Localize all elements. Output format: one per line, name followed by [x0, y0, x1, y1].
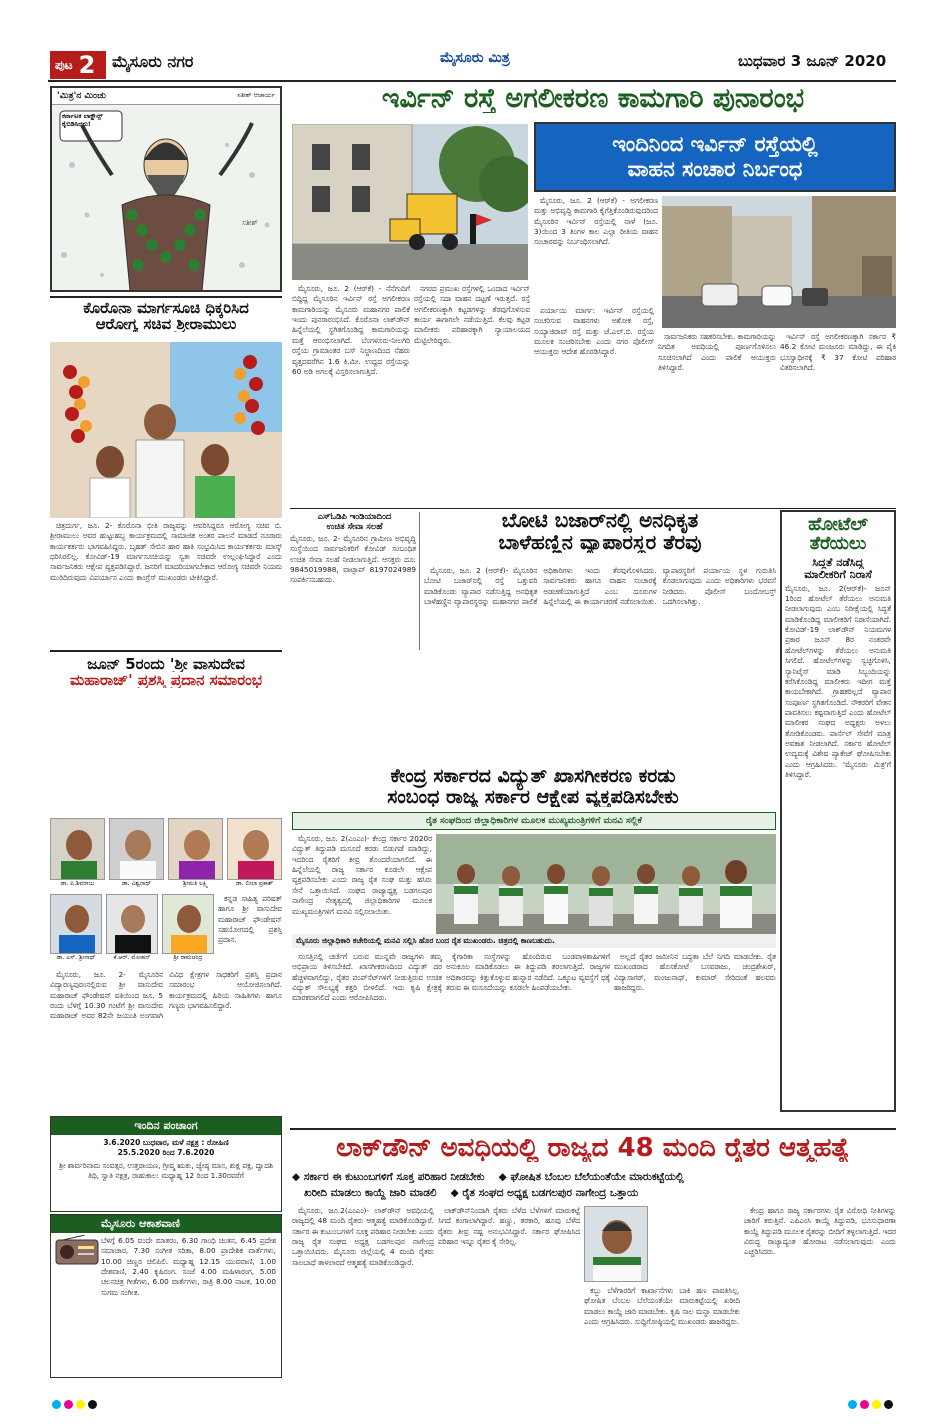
- power-photo: [436, 834, 776, 946]
- registration-mark-cyan-right: [848, 1400, 857, 1409]
- panchanga-line1: 3.6.2020 ಬುಧವಾರ, ಮಳೆ ನಕ್ಷತ್ರ : ರೋಹಿಣಿ: [103, 1138, 229, 1147]
- portrait-2: [109, 818, 164, 880]
- radio-box: [50, 1214, 282, 1378]
- badagalapura-photo: [584, 1206, 648, 1282]
- portrait-5: [50, 894, 102, 954]
- portrait-name-7: ಶ್ರೀ ರಾಮಚಂದ್ರ: [173, 954, 203, 961]
- suicide-col-3: ಕಬ್ಬು ಬೆಳೆಗಾರರಿಗೆ ಕಾರ್ಖಾನೆಗಳು ಬಾಕಿ ಹಣ ಪಾವತಿಸಿಲ್ಲ. ಘೋಷಿತ ಬೆಂಬಲ ಬೆಲೆಯಂತೆಯೇ ಮಾರುಕಟ್ಟೆಯಲ್ಲಿ ಖರೀದಿ ಮಾಡಲು ಕಾಯ್ದೆ ಜಾರಿ ಮಾಡಬೇಕು. ಕೃಷಿ ಸಾಲ ಮನ್ನಾ ಮಾಡಬೇಕು ಎಂದು ಆಗ್ರಹಿಸಿದರು. ಸುದ್ದಿಗೋಷ್ಠಿಯಲ್ಲಿ ಮುಖಂಡರು ಹಾಜರಿದ್ದರು.: [584, 1286, 740, 1327]
- suicide-col-2: ಲಾಕ್‌ಡೌನ್‌ನಿಂದಾಗಿ ರೈತರು ಬೆಳೆದ ಬೆಳೆಗಳಿಗೆ ಮಾರುಕಟ್ಟೆ ಸಿಗದೆ ಕಂಗಾಲಾಗಿದ್ದಾರೆ. ಹಣ್ಣು, ತರಕಾರಿ, ಹೂವು ಬೆಳೆದ ರೈತರು ತೀವ್ರ ನಷ್ಟ ಅನುಭವಿಸಿದ್ದಾರೆ. ಸರ್ಕಾರ ಘೋಷಿಸಿದ ಪರಿಹಾರ ಇನ್ನೂ ರೈತರ ಕೈ ಸೇರಿಲ್ಲ.: [438, 1206, 580, 1247]
- radio-icon: [55, 1235, 99, 1265]
- suicide-bullet-1: ◆ ಸರ್ಕಾರ ಈ ಕುಟುಂಬಗಳಿಗೆ ಸೂಕ್ತ ಪರಿಹಾರ ನೀಡಬೇಕು: [292, 1171, 485, 1183]
- power-headline-line1: ಕೇಂದ್ರ ಸರ್ಕಾರದ ವಿದ್ಯುತ್ ಖಾಸಗೀಕರಣ ಕರಡು: [390, 766, 676, 787]
- award-portraits-row1: [50, 818, 282, 892]
- suicide-headline: ಲಾಕ್‌ಡೌನ್ ಅವಧಿಯಲ್ಲಿ ರಾಜ್ಯದ 48 ಮಂದಿ ರೈತರ ಆತ್ಮಹತ್ಯೆ: [336, 1134, 850, 1163]
- award-portraits-row2: [50, 894, 214, 966]
- lead-col-6: ಇರ್ವಿನ್ ರಸ್ತೆ ಅಗಲೀಕರಣಕ್ಕಾಗಿ ಸರ್ಕಾರ ₹ 46.2 ಕೋಟಿ ಮಂಜೂರು ಮಾಡಿದ್ದು, ಈ ಪೈಕಿ ಭೂಸ್ವಾಧೀನಕ್ಕೆ ₹ 37 ಕೋಟಿ ಪರಿಹಾರ ವಿತರಿಸಲಾಗಿದೆ.: [780, 332, 896, 373]
- suicide-bullet-2: ◆ ಘೋಷಿತ ಬೆಂಬಲ ಬೆಲೆಯಂತೆಯೇ ಮಾರುಕಟ್ಟೆಯಲ್ಲಿ: [498, 1171, 684, 1183]
- suicide-bullet-3: ಖರೀದಿ ಮಾಡಲು ಕಾಯ್ದೆ ಜಾರಿ ಮಾಡಲಿ: [304, 1186, 437, 1199]
- hotel-box: [780, 510, 896, 1112]
- hotel-sub-line2: ಮಾಲೀಕರಿಗೆ ನಿರಾಸೆ: [804, 568, 872, 581]
- power-col-1: ಮೈಸೂರು, ಜೂ. 2(ಎಂಎಂ)- ಕೇಂದ್ರ ಸರ್ಕಾರ 2020ರ ವಿದ್ಯುತ್ ತಿದ್ದುಪಡಿ ಮಸೂದೆ ಕರಡು ಬಿಡುಗಡೆ ಮಾಡಿದ್ದು, ಇದರಿಂದ ರೈತರಿಗೆ ತೀವ್ರ ತೊಂದರೆಯಾಗಲಿದೆ. ಈ ಹಿನ್ನೆಲೆಯಲ್ಲಿ ರಾಜ್ಯ ಸರ್ಕಾರ ಕೂಡಲೇ ಆಕ್ಷೇಪ ವ್ಯಕ್ತಪಡಿಸಬೇಕು ಎಂದು ರಾಜ್ಯ ರೈತ ಸಂಘ ಮತ್ತು ಹಸಿರು ಸೇನೆ ಒತ್ತಾಯಿಸಿದೆ. ಸಂಘದ ರಾಜ್ಯಾಧ್ಯಕ್ಷ ಬಡಗಲಪುರ ನಾಗೇಂದ್ರ ನೇತೃತ್ವದಲ್ಲಿ ಜಿಲ್ಲಾಧಿಕಾರಿಗಳ ಮೂಲಕ ಮುಖ್ಯಮಂತ್ರಿಗಳಿಗೆ ಮನವಿ ಸಲ್ಲಿಸಲಾಯಿತು.: [292, 834, 432, 916]
- odp-title-line1: ಎಸ್‌ಓಡಿಪಿ ಇಂಡಿಯಾದಿಂದ: [317, 512, 392, 522]
- portrait-name-2: ಡಾ. ವಿಶ್ವನಾಥ್: [121, 880, 152, 887]
- award-side-text: ಕನ್ನಡ ಸಾಹಿತ್ಯ ಪರಿಷತ್ ಹಾಗೂ ಶ್ರೀ ವಾಸುದೇವ ಮಹಾರಾಜ್ ಫೌಂಡೇಷನ್ ಸಹಯೋಗದಲ್ಲಿ ಪ್ರಶಸ್ತಿ ಪ್ರದಾನ.: [218, 894, 282, 945]
- award-body: ಮೈಸೂರು, ಜೂ. 2- ಮೈಸೂರಿನ ವಿದ್ಯಾರಣ್ಯಪುರಂನಲ್ಲಿರುವ ಶ್ರೀ ವಾಸುದೇವ ಮಹಾರಾಜ್ ಫೌಂಡೇಷನ್ ವತಿಯಿಂದ ಜೂ. 5 ರಂದು ಬೆಳಿಗ್ಗೆ 10.30 ಗಂಟೆಗೆ ಶ್ರೀ ವಾಸುದೇವ ಮಹಾರಾಜ್ ಅವರ 82ನೇ ಜಯಂತಿ ಅಂಗವಾಗಿ ವಿವಿಧ ಕ್ಷೇತ್ರಗಳ ಸಾಧಕರಿಗೆ ಪ್ರಶಸ್ತಿ ಪ್ರದಾನ ಸಮಾರಂಭ ಆಯೋಜಿಸಲಾಗಿದೆ. ಕಾರ್ಯಕ್ರಮದಲ್ಲಿ ಹಿರಿಯ ಸಾಹಿತಿಗಳು ಹಾಗೂ ಗಣ್ಯರು ಭಾಗವಹಿಸಲಿದ್ದಾರೆ.: [50, 970, 282, 1021]
- banana-headline-line2: ಬಾಳೆಹಣ್ಣಿನ ವ್ಯಾಪಾರಸ್ಥರ ತೆರವು: [498, 529, 702, 554]
- portrait-name-5: ಡಾ. ಎಸ್. ಶ್ರೀನಾಥ್: [56, 954, 96, 961]
- registration-mark-black-right: [884, 1400, 893, 1409]
- sriramulu-photo: [50, 342, 282, 518]
- portrait-7: [162, 894, 214, 954]
- sriramulu-headline-line2: ಆರೋಗ್ಯ ಸಚಿವ ಶ್ರೀರಾಮುಲು: [95, 315, 237, 333]
- registration-mark-magenta-right: [860, 1400, 869, 1409]
- cartoon-title: 'ಮಿತ್ರ'ನ ಮಿಂಚು: [57, 91, 107, 101]
- lead-headline: ಇರ್ವಿನ್ ರಸ್ತೆ ಅಗಲೀಕರಣ ಕಾಮಗಾರಿ ಪುನಾರಂಭ: [381, 84, 805, 114]
- portrait-3: [168, 818, 223, 880]
- banana-body: ಮೈಸೂರು, ಜೂ. 2 (ಆರ್‌ಕೆ)- ಮೈಸೂರಿನ ಬೋಟಿ ಬಜಾರ್‌ನಲ್ಲಿ ರಸ್ತೆ ಒತ್ತುವರಿ ಮಾಡಿಕೊಂಡು ವ್ಯಾಪಾರ ನಡೆಸುತ್ತಿದ್ದ ಅನಧಿಕೃತ ಬಾಳೆಹಣ್ಣಿನ ವ್ಯಾಪಾರಸ್ಥರನ್ನು ಮಹಾನಗರ ಪಾಲಿಕೆ ಅಧಿಕಾರಿಗಳು ಇಂದು ತೆರವುಗೊಳಿಸಿದರು. ಸಾರ್ವಜನಿಕರು ಹಾಗೂ ವಾಹನ ಸಂಚಾರಕ್ಕೆ ಅಡಚಣೆಯಾಗುತ್ತಿದೆ ಎಂಬ ದೂರುಗಳ ಹಿನ್ನೆಲೆಯಲ್ಲಿ ಈ ಕಾರ್ಯಾಚರಣೆ ನಡೆಸಲಾಯಿತು. ವ್ಯಾಪಾರಸ್ಥರಿಗೆ ಪರ್ಯಾಯ ಸ್ಥಳ ಗುರುತಿಸಿ ಕೊಡಲಾಗುವುದು ಎಂದು ಅಧಿಕಾರಿಗಳು ಭರವಸೆ ನೀಡಿದರು. ಪೊಲೀಸ್ ಬಂದೋಬಸ್ತ್ ಒದಗಿಸಲಾಗಿತ್ತು.: [424, 566, 776, 607]
- power-col-4: ಅಲ್ಲದೆ ರೈತರ ಜಮೀನಿನ ಬದ್ಧತಾ ಬೆಲೆ ನಿಗದಿ ಮಾಡಬೇಕು. ರೈತ ಮುಖಂಡರಾದ ಹೊಸಕೋಟೆ ಬಸವರಾಜು, ಚಂದ್ರಶೇಖರ್, ವಿದ್ಯಾಸಾಗರ್, ಮಂಜುನಾಥ್, ಕುಮಾರ್ ಸೇರಿದಂತೆ ಹಲವರು ಹಾಜರಿದ್ದರು.: [614, 952, 776, 993]
- suicide-top-rule: [290, 1128, 896, 1130]
- registration-mark-yellow-right: [872, 1400, 881, 1409]
- lead-col-1: ಮೈಸೂರು, ಜೂ. 2 (ಆರ್‌ಕೆ) - ನೆನೆಗುದಿಗೆ ಬಿದ್ದಿದ್ದ ಮೈಸೂರಿನ ಇರ್ವಿನ್ ರಸ್ತೆ ಅಗಲೀಕರಣ ಕಾಮಗಾರಿಯನ್ನು ಮೈಸೂರು ಮಹಾನಗರ ಪಾಲಿಕೆ ಇಂದು ಪುನರಾರಂಭಿಸಿದೆ. ಕೊರೊನಾ ಲಾಕ್‌ಡೌನ್ ಹಿನ್ನೆಲೆಯಲ್ಲಿ ಸ್ಥಗಿತಗೊಂಡಿದ್ದ ಕಾಮಗಾರಿಯನ್ನು ಮತ್ತೆ ಆರಂಭಿಸಲಾಗಿದೆ. ಬೆಂಗಳೂರು-ನೀಲಗಿರಿ ರಸ್ತೆಯ ಗ್ರಾಮಾಂತರ ಬಸ್ ನಿಲ್ದಾಣದಿಂದ ನೆಹರು ವೃತ್ತದವರೆಗಿನ 1.6 ಕಿ.ಮೀ. ಉದ್ದದ ರಸ್ತೆಯನ್ನು 60 ಅಡಿ ಅಗಲಕ್ಕೆ ವಿಸ್ತರಿಸಲಾಗುತ್ತಿದೆ.: [292, 284, 410, 376]
- lead-col-2: ನಗರದ ಪ್ರಮುಖ ರಸ್ತೆಗಳಲ್ಲಿ ಒಂದಾದ ಇರ್ವಿನ್ ರಸ್ತೆಯಲ್ಲಿ ಸದಾ ವಾಹನ ದಟ್ಟಣೆ ಇರುತ್ತದೆ. ರಸ್ತೆ ಅಗಲೀಕರಣಕ್ಕಾಗಿ ಕಟ್ಟಡಗಳನ್ನು ತೆರವುಗೊಳಿಸುವ ಕಾರ್ಯ ಈಗಾಗಲೇ ನಡೆಯುತ್ತಿದೆ. ಕೆಲವು ಕಟ್ಟಡ ಮಾಲೀಕರು ಪರಿಹಾರಕ್ಕಾಗಿ ನ್ಯಾಯಾಲಯದ ಮೆಟ್ಟಿಲೇರಿದ್ದರು.: [414, 284, 530, 345]
- hotel-body: ಮೈಸೂರು, ಜೂ. 2(ಆರ್‌ಕೆ)- ಜೂನ್ 1ರಿಂದ ಹೋಟೆಲ್ ತೆರೆಯಲು ಅನುಮತಿ ನೀಡಲಾಗುವುದು ಎಂಬ ನಿರೀಕ್ಷೆಯಲ್ಲಿ ಸಿದ್ಧತೆ ಮಾಡಿಕೊಂಡಿದ್ದ ಮಾಲೀಕರಿಗೆ ನಿರಾಸೆಯಾಗಿದೆ. ಕೋವಿಡ್-19 ಲಾಕ್‌ಡೌನ್ ನಿಯಮಗಳ ಪ್ರಕಾರ ಜೂನ್ 8ರ ನಂತರವೇ ಹೋಟೆಲ್‌ಗಳನ್ನು ತೆರೆಯಲು ಅನುಮತಿ ಸಿಗಲಿದೆ. ಹೋಟೆಲ್‌ಗಳನ್ನು ಸ್ವಚ್ಛಗೊಳಿಸಿ, ಸ್ಯಾನಿಟೈಸ್ ಮಾಡಿ ಸಿಬ್ಬಂದಿಯನ್ನು ಕರೆಸಿಕೊಂಡಿದ್ದ ಮಾಲೀಕರು ಇದೀಗ ಮತ್ತೆ ಕಾಯಬೇಕಾಗಿದೆ. ಗ್ರಾಹಕರಿಲ್ಲದೆ ವ್ಯಾಪಾರ ಸಂಪೂರ್ಣ ಸ್ಥಗಿತಗೊಂಡಿದೆ. ನೌಕರರಿಗೆ ವೇತನ ಪಾವತಿಸಲು ಕಷ್ಟವಾಗುತ್ತಿದೆ ಎಂದು ಹೋಟೆಲ್ ಮಾಲೀಕರ ಸಂಘದ ಅಧ್ಯಕ್ಷರು ಅಳಲು ತೋಡಿಕೊಂಡರು. ಪಾರ್ಸೆಲ್ ಸೇವೆಗೆ ಮಾತ್ರ ಅವಕಾಶ ನೀಡಲಾಗಿದೆ. ಸರ್ಕಾರ ಹೋಟೆಲ್ ಉದ್ಯಮಕ್ಕೆ ವಿಶೇಷ ಪ್ಯಾಕೇಜ್ ಘೋಷಿಸಬೇಕು ಎಂದು ಆಗ್ರಹಿಸಿದರು. 'ಮೈಸೂರು ಮಿತ್ರ'ಗೆ ತಿಳಿಸಿದ್ದಾರೆ.: [785, 583, 891, 780]
- irwin-road-photo: [662, 196, 896, 328]
- cartoon-box: [50, 86, 282, 292]
- power-headline-line2: ಸಂಬಂಧ ರಾಜ್ಯ ಸರ್ಕಾರ ಆಕ್ಷೇಪ ವ್ಯಕ್ತಪಡಿಸಬೇಕು: [387, 785, 679, 808]
- power-subhead: ರೈತ ಸಂಘದಿಂದ ಜಿಲ್ಲಾಧಿಕಾರಿಗಳ ಮೂಲಕ ಮುಖ್ಯಮಂತ್ರಿಗಳಿಗೆ ಮನವಿ ಸಲ್ಲಿಕೆ: [292, 812, 776, 830]
- suicide-col-4: ಕೇಂದ್ರ ಹಾಗೂ ರಾಜ್ಯ ಸರ್ಕಾರಗಳು ರೈತ ವಿರೋಧಿ ನೀತಿಗಳನ್ನು ಜಾರಿಗೆ ತರುತ್ತಿವೆ. ಎಪಿಎಂಸಿ ಕಾಯ್ದೆ ತಿದ್ದುಪಡಿ, ಭೂಸುಧಾರಣಾ ಕಾಯ್ದೆ ತಿದ್ದುಪಡಿ ಮೂಲಕ ರೈತರನ್ನು ಬೀದಿಗೆ ತಳ್ಳಲಾಗುತ್ತಿದೆ. ಇದರ ವಿರುದ್ಧ ರಾಜ್ಯಾದ್ಯಂತ ಹೋರಾಟ ನಡೆಸಲಾಗುವುದು ಎಂದು ಎಚ್ಚರಿಸಿದರು.: [744, 1206, 896, 1257]
- lead-box-headline-line2: ವಾಹನ ಸಂಚಾರ ನಿರ್ಬಂಧ: [627, 157, 803, 181]
- sriramulu-headline: [50, 296, 282, 332]
- portrait-name-6: ಕೆ.ಆರ್. ಮೋಹನ್: [113, 954, 151, 961]
- award-headline: [50, 650, 282, 688]
- lead-photo: [292, 124, 528, 280]
- suicide-col-1: ಮೈಸೂರು, ಜೂ.2(ಎಂಎಂ)- ಲಾಕ್‌ಡೌನ್ ಅವಧಿಯಲ್ಲಿ ರಾಜ್ಯದಲ್ಲಿ 48 ಮಂದಿ ರೈತರು ಆತ್ಮಹತ್ಯೆ ಮಾಡಿಕೊಂಡಿದ್ದಾರೆ. ಸರ್ಕಾರ ಈ ಕುಟುಂಬಗಳಿಗೆ ಸೂಕ್ತ ಪರಿಹಾರ ನೀಡಬೇಕು ಎಂದು ರಾಜ್ಯ ರೈತ ಸಂಘದ ಅಧ್ಯಕ್ಷ ಬಡಗಲಪುರ ನಾಗೇಂದ್ರ ಒತ್ತಾಯಿಸಿದರು. ಮೈಸೂರು ಜಿಲ್ಲೆಯಲ್ಲಿ 4 ಮಂದಿ ರೈತರು ಸಾಲಬಾಧೆ ತಾಳಲಾರದೆ ಆತ್ಮಹತ್ಯೆ ಮಾಡಿಕೊಂಡಿದ್ದಾರೆ.: [292, 1206, 434, 1267]
- suicide-bullets: [292, 1170, 896, 1202]
- panchanga-title: ಇಂದಿನ ಪಂಚಾಂಗ: [51, 1117, 281, 1135]
- banana-headline: [424, 510, 776, 553]
- portrait-name-1: ಡಾ. ಪಿ.ಶಿವರಾಜು: [60, 880, 95, 887]
- power-col-2: ಸಂಸತ್ತಿನಲ್ಲಿ ಚರ್ಚೆಗೆ ಬರುವ ಮುನ್ನವೇ ರಾಜ್ಯಗಳು ತಮ್ಮ ಅಭಿಪ್ರಾಯ ತಿಳಿಸಬೇಕಿದೆ. ಖಾಸಗೀಕರಣದಿಂದ ವಿದ್ಯುತ್ ದರ ಹೆಚ್ಚಳವಾಗಲಿದ್ದು, ರೈತರ ಪಂಪ್‌ಸೆಟ್‌ಗಳಿಗೆ ನೀಡುತ್ತಿರುವ ಉಚಿತ ವಿದ್ಯುತ್ ಸೌಲಭ್ಯಕ್ಕೆ ಕತ್ತರಿ ಬೀಳಲಿದೆ. ಇದು ಕೃಷಿ ಕ್ಷೇತ್ರಕ್ಕೆ ಮಾರಕವಾಗಲಿದೆ ಎಂದು ಆರೋಪಿಸಿದರು.: [292, 952, 442, 1003]
- lead-col-5: ಸಾರ್ವಜನಿಕರು ಸಹಕರಿಸಬೇಕು. ಕಾಮಗಾರಿಯನ್ನು ನಿಗದಿತ ಅವಧಿಯಲ್ಲಿ ಪೂರ್ಣಗೊಳಿಸಲು ಸೂಚಿಸಲಾಗಿದೆ ಎಂದು ಪಾಲಿಕೆ ಆಯುಕ್ತರು ತಿಳಿಸಿದ್ದಾರೆ.: [658, 332, 776, 373]
- cartoon-bubble: ಕರ್ನಾಟಕ ಲಾಕ್ಡೌನ್ಸ್ ಕೈಬಿಡಿಸಿದರು!: [62, 113, 103, 128]
- odp-box: [290, 512, 420, 650]
- lead-box-headline-line1: ಇಂದಿನಿಂದ ಇರ್ವಿನ್ ರಸ್ತೆಯಲ್ಲಿ: [612, 132, 818, 156]
- page-date: ಬುಧವಾರ 3 ಜೂನ್ 2020: [738, 52, 887, 70]
- registration-mark-cyan: [52, 1400, 61, 1409]
- panchanga-body: ಶ್ರೀ ಶಾರ್ವರಿನಾಮ ಸಂವತ್ಸರ, ಉತ್ತರಾಯಣ, ಗ್ರೀಷ್ಮ ಋತು, ಜ್ಯೇಷ್ಠ ಮಾಸ, ಶುಕ್ಲ ಪಕ್ಷ, ದ್ವಾದಶಿ ತಿಥಿ, ಸ್ವಾತಿ ನಕ್ಷತ್ರ, ರಾಹುಕಾಲ: ಮಧ್ಯಾಹ್ನ 12 ರಿಂದ 1.30ರವರೆಗೆ: [59, 1161, 273, 1181]
- radio-body: ಬೆಳಿಗ್ಗೆ 6.05 ವಂದೇ ಮಾತರಂ, 6.30 ಗಾಂಧಿ ಚಿಂತನ, 6.45 ಪ್ರದೇಶ ಸಮಾಚಾರ, 7.30 ಸಂಗೀತ ಸರಿತಾ, 8.00 ಪ್ರಾದೇಶಿಕ ವಾರ್ತೆಗಳು, 10.00 ಚಿಣ್ಣರ ಚಿಲಿಪಿಲಿ. ಮಧ್ಯಾಹ್ನ 12.15 ಯುವವಾಣಿ, 1.00 ದೇಶವಾಣಿ, 2.40 ಕೃಷಿರಂಗ. ಸಂಜೆ 4.00 ಮಹಿಳಾರಂಗ, 5.00 ಚಲನಚಿತ್ರ ಗೀತೆಗಳು, 6.00 ವಾರ್ತೆಗಳು, ರಾತ್ರಿ 8.00 ನಾಟಕ, 10.00 ಸುಗಮ ಸಂಗೀತ.: [101, 1236, 276, 1297]
- page-label: ಪುಟ: [55, 57, 73, 72]
- hotel-headline-line2: ತೆರೆಯಲು: [809, 534, 867, 554]
- section-title: ಮೈಸೂರು ನಗರ: [112, 52, 194, 71]
- panchanga-box: [50, 1116, 282, 1212]
- lead-col-4: ಪರ್ಯಾಯ ಮಾರ್ಗ: ಇರ್ವಿನ್ ರಸ್ತೆಯಲ್ಲಿ ಸಂಚರಿಸುವ ವಾಹನಗಳು ಅಶೋಕ ರಸ್ತೆ, ಸಯ್ಯಾಜಿರಾವ್ ರಸ್ತೆ ಮತ್ತು ಜೆ.ಎಲ್.ಬಿ. ರಸ್ತೆಯ ಮೂಲಕ ಸಂಚರಿಸಬೇಕು ಎಂದು ನಗರ ಪೊಲೀಸ್ ಆಯುಕ್ತರು ಆದೇಶ ಹೊರಡಿಸಿದ್ದಾರೆ.: [534, 306, 654, 357]
- registration-mark-yellow: [76, 1400, 85, 1409]
- lead-col-3: ಮೈಸೂರು, ಜೂ. 2 (ಆರ್‌ಕೆ) - ಅಗಲೀಕರಣ ಮತ್ತು ಅಭಿವೃದ್ಧಿ ಕಾಮಗಾರಿ ಕೈಗೆತ್ತಿಕೊಂಡಿರುವುದರಿಂದ ಮೈಸೂರಿನ ಇರ್ವಿನ್ ರಸ್ತೆಯಲ್ಲಿ ನಾಳೆ (ಜೂ. 3)ಯಿಂದ 3 ತಿಂಗಳ ಕಾಲ ಎಲ್ಲಾ ರೀತಿಯ ವಾಹನ ಸಂಚಾರವನ್ನು ನಿರ್ಬಂಧಿಸಲಾಗಿದೆ.: [534, 196, 658, 247]
- hotel-headline-line1: ಹೋಟೆಲ್: [808, 515, 868, 535]
- cartoon-drawing: [52, 105, 280, 291]
- panchanga-line2: 25.5.2020 ರಿಂದ 7.6.2020: [117, 1148, 215, 1157]
- portrait-4: [227, 818, 282, 880]
- award-headline-line1: ಜೂನ್ 5ರಂದು 'ಶ್ರೀ ವಾಸುದೇವ: [87, 656, 245, 673]
- page-number: 2: [78, 51, 96, 79]
- suicide-bullet-4: ◆ ರೈತ ಸಂಘದ ಅಧ್ಯಕ್ಷ ಬಡಗಲಪುರ ನಾಗೇಂದ್ರ ಒತ್ತಾಯ: [450, 1186, 639, 1199]
- radio-title: ಮೈಸೂರು ಆಕಾಶವಾಣಿ: [51, 1215, 281, 1233]
- registration-mark-black: [88, 1400, 97, 1409]
- power-headline: [290, 766, 776, 807]
- odp-title-line2: ಉಚಿತ ಸೇವಾ ಸಲಹೆ: [326, 522, 383, 532]
- cartoon-artist: ಸತೀಶ್ ಆಚಾರ್ಯ: [237, 91, 275, 99]
- odp-body: ಮೈಸೂರು, ಜೂ. 2- ಮೈಸೂರಿನ ಗ್ರಾಮೀಣ ಅಭಿವೃದ್ಧಿ ಸಂಸ್ಥೆಯಿಂದ ಸಾರ್ವಜನಿಕರಿಗೆ ಕೋವಿಡ್ ಸಂಬಂಧಿತ ಉಚಿತ ಸೇವಾ ಸಲಹೆ ನೀಡಲಾಗುತ್ತಿದೆ. ಆಸಕ್ತರು ದೂ: 9845019988, ವಾಟ್ಸಾಪ್ 8197024989 ಸಂಪರ್ಕಿಸಬಹುದು.: [290, 534, 416, 585]
- lead-box-headline: [534, 122, 896, 192]
- portrait-1: [50, 818, 105, 880]
- award-headline-line2: ಮಹಾರಾಜ್' ಪ್ರಶಸ್ತಿ ಪ್ರದಾನ ಸಮಾರಂಭ: [69, 672, 263, 689]
- header-rule: [48, 80, 896, 82]
- banana-headline-line1: ಬೋಟಿ ಬಜಾರ್‌ನಲ್ಲಿ ಅನಧಿಕೃತ: [501, 510, 699, 532]
- masthead: ಮೈಸೂರು ಮಿತ್ರ: [440, 50, 510, 66]
- registration-mark-magenta: [64, 1400, 73, 1409]
- power-photo-caption: ಮೈಸೂರು ಜಿಲ್ಲಾಧಿಕಾರಿ ಕಚೇರಿಯಲ್ಲಿ ಮನವಿ ಸಲ್ಲಿಸಿ ಹೊರ ಬಂದ ರೈತ ಮುಖಂಡರು. ಚಿತ್ರದಲ್ಲಿ ಕಾಣಬಹುದು.: [292, 934, 776, 948]
- page-number-badge: [50, 51, 106, 79]
- portrait-name-4: ಡಾ. ಲೀಲಾ ಪ್ರಕಾಶ್: [235, 880, 274, 887]
- portrait-name-3: ಶ್ರೀಮತಿ ಲಕ್ಷ್ಮಿ: [182, 880, 209, 887]
- cartoon-signature: ಸತೀಶ್: [242, 219, 258, 227]
- sriramulu-headline-line1: ಕೊರೊನಾ ಮಾರ್ಗಸೂಚಿ ಧಿಕ್ಕರಿಸಿದ: [83, 299, 249, 317]
- lead-bottom-rule: [290, 508, 896, 509]
- portrait-6: [106, 894, 158, 954]
- sriramulu-body: ಚಿತ್ರದುರ್ಗ, ಜೂ. 2- ಕೊರೊನಾ ಭೀತಿ ರಾಜ್ಯವನ್ನು ಆವರಿಸಿದ್ದರೂ ಆರೋಗ್ಯ ಸಚಿವ ಬಿ. ಶ್ರೀರಾಮುಲು ಅವರ ಹುಟ್ಟುಹಬ್ಬ ಕಾರ್ಯಕ್ರಮದಲ್ಲಿ ಸಾಮಾಜಿಕ ಅಂತರ ಪಾಲನೆ ಮಾಡದೆ ನೂರಾರು ಕಾರ್ಯಕರ್ತರು ಭಾಗವಹಿಸಿದ್ದರು. ಬೃಹತ್ ಸೇಬಿನ ಹಾರ ಹಾಕಿ ಸಂಭ್ರಮಿಸಿದ ಕಾರ್ಯಕರ್ತರು ಮಾಸ್ಕ್ ಧರಿಸಿರಲಿಲ್ಲ. ಕೋವಿಡ್-19 ಮಾರ್ಗಸೂಚಿಯನ್ನು ಸ್ವತಃ ಸಚಿವರೇ ಉಲ್ಲಂಘಿಸಿದ್ದಾರೆ ಎಂದು ಸಾರ್ವಜನಿಕರು ಆಕ್ಷೇಪ ವ್ಯಕ್ತಪಡಿಸಿದ್ದಾರೆ. ಜನರಿಗೆ ಮಾದರಿಯಾಗಬೇಕಾದ ಆರೋಗ್ಯ ಸಚಿವರೇ ನಿಯಮ ಮುರಿದಿರುವುದು ವಿಪರ್ಯಾಸ ಎಂದು ಕಾಂಗ್ರೆಸ್ ಮುಖಂಡರು ಟೀಕಿಸಿದ್ದಾರೆ.: [50, 521, 282, 582]
- power-col-3: ಕೈಗಾರಿಕಾ ಸಂಸ್ಥೆಗಳನ್ನು ಹೊಂದಿರುವ ಬಂಡವಾಳಶಾಹಿಗಳಿಗೆ ಅನುಕೂಲ ಮಾಡಿಕೊಡಲು ಈ ತಿದ್ದುಪಡಿ ತರಲಾಗುತ್ತಿದೆ. ರಾಜ್ಯಗಳ ಅಧಿಕಾರವನ್ನು ಕಿತ್ತುಕೊಳ್ಳುವ ಹುನ್ನಾರ ನಡೆದಿದೆ. ಒಕ್ಕೂಟ ವ್ಯವಸ್ಥೆಗೆ ಧಕ್ಕೆ ತರುವ ಈ ಮಸೂದೆಯನ್ನು ಕೂಡಲೇ ಹಿಂಪಡೆಯಬೇಕು.: [446, 952, 610, 993]
- hotel-sub-line1: ಸಿದ್ಧತೆ ನಡೆಸಿದ್ದ: [812, 556, 864, 569]
